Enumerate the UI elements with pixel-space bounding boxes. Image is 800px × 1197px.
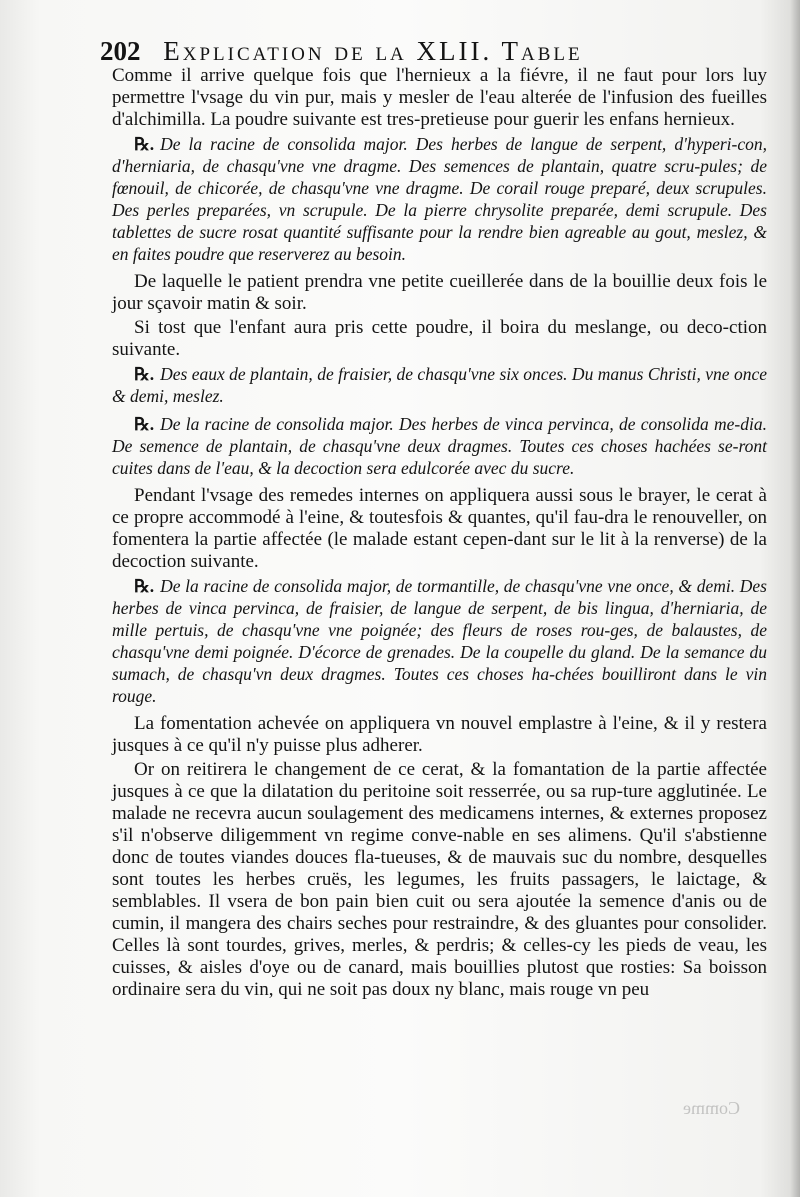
paragraph: Pendant l'vsage des remedes internes on appliquera aussi sous le brayer, le cerat à ce propre accommodé à l'eine, & toutesfois & quantes, qu'il fau-dra le renouveller, on fomentera la partie affectée (le malade estant cepen-dant sur le lit à la renverse) de la decoction suivante. [112,485,767,572]
recipe-paragraph: ℞. De la racine de consolida major. Des herbes de vinca pervinca, de consolida me-dia. De semence de plantain, de chasqu'vne deux dragmes. Toutes ces choses hachées se-ront cuites dans de l'eau, & la decoction sera edulcorée avec du sucre. [112,414,767,478]
page-title: Explication de la XLII. Table [163,36,583,66]
recipe-paragraph: ℞. De la racine de consolida major, de tormantille, de chasqu'vne vne once, & demi. Des herbes de vinca pervinca, de fraisier, de langue de serpent, de bis lingua, d'herniaria, de mille pertuis, de chasqu'vne vne poignée; des fleurs de roses rou-ges, de balaustes, de chasqu'vne demi poignée. D'écorce de grenades. De la coupelle du gland. De la semance du sumach, de chasqu'vn deux dragmes. Toutes ces choses ha-chées bouilliront dans le vin rouge. [112,576,767,706]
recipe-symbol: ℞. [134,364,155,384]
recipe-paragraph: ℞. De la racine de consolida major. Des herbes de langue de serpent, d'hyperi-con, d'herniaria, de chasqu'vne vne dragme. Des semences de plantain, quatre scru-pules; de fœnouil, de chicorée, de chasqu'vne vne dragme. De corail rouge preparé, deux scrupules. Des perles preparées, vn scrupule. De la pierre chrysolite preparée, demi scrupule. Des tablettes de sucre rosat quantité suffisante pour la rendre bien agreable au gout, meslez, & en faites poudre que reserverez au besoin. [112,134,767,264]
recipe-symbol: ℞. [134,576,155,596]
recipe-paragraph: ℞. Des eaux de plantain, de fraisier, de chasqu'vne six onces. Du manus Christi, vne once & demi, meslez. [112,364,767,406]
paragraph: Comme il arrive quelque fois que l'hernieux a la fiévre, il ne faut pour lors luy permettre l'vsage du vin pur, mais y mesler de l'eau alterée de l'infusion des fueilles d'alchimilla. La poudre suivante est tres-pretieuse pour guerir les enfans hernieux. [112,65,767,130]
paragraph: Or on reitirera le changement de ce cerat, & la fomantation de la partie affectée jusques à ce que la dilatation du peritoine soit resserrée, ou sa rup-ture agglutinée. Le malade ne recevra aucun soulagement des medicamens internes, & externes proposez s'il n'observe diligemment vn regime conve-nable en ses alimens. Qu'il s'abstienne donc de toutes viandes douces fla-tueuses, & de mauvais suc du nombre, desquelles sont toutes les herbes cruës, les legumes, les fruits passagers, le laictage, & semblables. Il vsera de bon pain bien cuit ou sera ajoutée la semence d'anis ou de cumin, il mangera des chairs seches pour restraindre, & des gluantes pour consolider. Celles là sont tourdes, grives, merles, & perdris; & celles-cy les pieds de veau, les cuisses, & aisles d'oye ou de canard, mais bouillies plutost que rosties: Sa boisson ordinaire sera du vin, qui ne soit pas doux ny blanc, mais rouge vn peu [112,759,767,1000]
paragraph: La fomentation achevée on appliquera vn nouvel emplastre à l'eine, & il y restera jusques à ce qu'il n'y puisse plus adherer. [112,713,767,756]
recipe-symbol: ℞. [134,134,155,154]
recipe-symbol: ℞. [134,414,155,434]
body-text [112,65,767,1003]
page-number: 202 [100,36,141,66]
paragraph: Si tost que l'enfant aura pris cette poudre, il boira du meslange, ou deco-ction suivante. [112,317,767,360]
paragraph: De laquelle le patient prendra vne petite cueillerée dans de la bouillie deux fois le jour sçavoir matin & soir. [112,271,767,314]
running-header [100,36,790,68]
bleed-through-catchword: Comme [683,1098,740,1118]
